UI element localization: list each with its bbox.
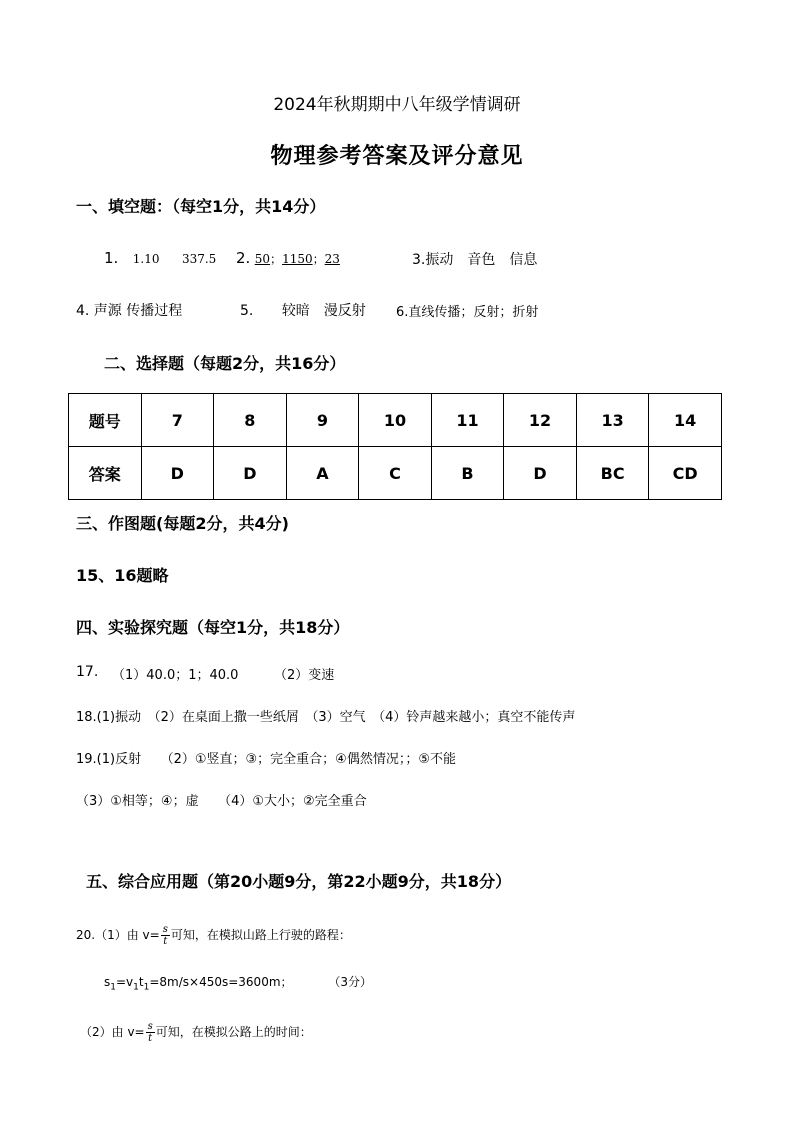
table-cell-number: 13 [576, 394, 649, 447]
q5-value: 较暗 漫反射 [281, 303, 366, 319]
table-cell-answer: D [504, 447, 577, 500]
eq-s: s [104, 975, 111, 989]
speed-formula-fraction [161, 924, 170, 947]
q2-number: 2. [236, 249, 251, 267]
q19-answer-line-1: 19.(1)反射 （2）①竖直；③；完全重合；④偶然情况；；⑤不能 [76, 752, 456, 767]
table-cell-number: 8 [214, 394, 287, 447]
q1-number: 1. [104, 249, 119, 267]
q1-answer [104, 249, 216, 267]
section-5-heading: 五、综合应用题（第20小题9分，第22小题9分，共18分） [86, 872, 512, 891]
q20-part-2-intro [80, 1021, 312, 1044]
table-cell-number: 7 [141, 394, 214, 447]
q3-answer: 3.振动 音色 信息 [412, 252, 538, 268]
q19-answer-line-2: （3）①相等；④；虚 （4）①大小；②完全重合 [76, 794, 367, 809]
q2-value-3: 23 [324, 252, 340, 266]
table-cell-number: 12 [504, 394, 577, 447]
table-row-numbers [69, 394, 722, 447]
q20-2-suffix: 可知，在模拟公路上的时间： [155, 1025, 312, 1039]
table-cell-answer: D [141, 447, 214, 500]
table-row-answers [69, 447, 722, 500]
q20-part-1-intro [76, 924, 351, 947]
choice-answer-table [68, 393, 722, 500]
q20-2-prefix: （2）由 v= [80, 1025, 145, 1039]
table-answer-label: 答案 [69, 447, 142, 500]
q1-value-1: 1.10 [132, 252, 160, 266]
q2-separator-1: ； [270, 252, 283, 266]
eq-sub-1: 1 [110, 982, 116, 993]
table-cell-answer: CD [649, 447, 722, 500]
eq-score: （3分） [328, 975, 372, 989]
q2-separator-2: ； [312, 252, 325, 266]
eq-sub-3: 1 [143, 982, 150, 993]
eq-sub-2: 1 [133, 982, 139, 993]
eq-rest: =8m/s×450s=3600m； [149, 975, 293, 989]
q20-equation [104, 973, 372, 992]
q20-intro-suffix: 可知，在模拟山路上行驶的路程： [170, 928, 351, 942]
q4-answer: 4. 声源 传播过程 [76, 303, 183, 319]
table-cell-answer: D [214, 447, 287, 500]
speed-formula-fraction-2 [146, 1021, 155, 1044]
q20-intro-prefix: 20.（1）由 v= [76, 928, 160, 942]
exam-subtitle: 2024年秋期期中八年级学情调研 [273, 95, 521, 115]
q2-value-2: 1150 [282, 252, 313, 266]
fraction-numerator-2: s [147, 1021, 153, 1032]
fraction-denominator: t [163, 936, 168, 947]
fraction-denominator-2: t [148, 1033, 153, 1044]
q2-answer [236, 249, 340, 267]
q17-number: 17. [76, 664, 99, 680]
q18-answer: 18.(1)振动 （2）在桌面上撒一些纸屑 （3）空气 （4）铃声越来越小；真空不能传声 [76, 710, 576, 725]
q1-value-2: 337.5 [181, 252, 217, 266]
q5-answer [240, 300, 366, 320]
table-cell-number: 11 [431, 394, 504, 447]
table-header-label: 题号 [69, 394, 142, 447]
q17-part-2: （2）变速 [274, 668, 335, 683]
table-cell-answer: A [286, 447, 359, 500]
table-cell-answer: C [359, 447, 432, 500]
q5-number: 5. [240, 303, 254, 319]
section-1-heading: 一、填空题：（每空1分，共14分） [76, 197, 326, 216]
q17-part-1: （1）40.0；1；40.0 [112, 668, 239, 683]
table-cell-number: 14 [649, 394, 722, 447]
q6-answer: 6.直线传播；反射；折射 [396, 305, 539, 320]
section-3-heading: 三、作图题(每题2分，共4分) [76, 514, 289, 533]
table-cell-answer: B [431, 447, 504, 500]
section-2-heading: 二、选择题（每题2分，共16分） [104, 354, 346, 373]
q2-value-1: 50 [254, 252, 271, 266]
page-title: 物理参考答案及评分意见 [270, 144, 524, 169]
section-3-note: 15、16题略 [76, 566, 169, 585]
eq-t: t [138, 975, 144, 989]
eq-v: =v [116, 975, 134, 989]
table-cell-number: 9 [286, 394, 359, 447]
section-4-heading: 四、实验探究题（每空1分，共18分） [76, 618, 350, 637]
table-cell-number: 10 [359, 394, 432, 447]
table-cell-answer: BC [576, 447, 649, 500]
fraction-numerator: s [162, 924, 168, 935]
